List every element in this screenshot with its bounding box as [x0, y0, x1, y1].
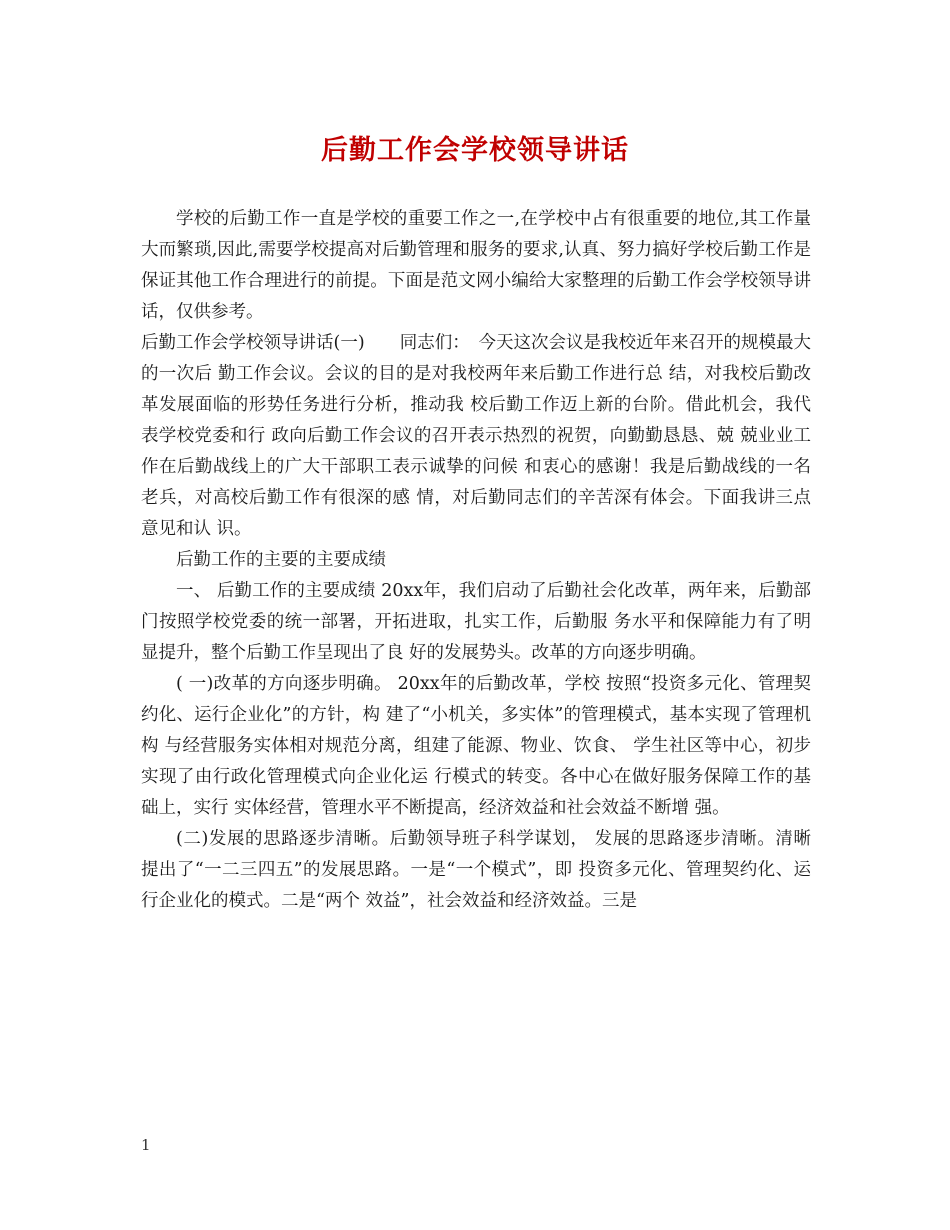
- paragraph-achievements: 一、 后勤工作的主要成绩 20xx年，我们启动了后勤社会化改革，两年来，后勤部 门按照学校党委的统一部署，开拓进取，扎实工作，后勤服 务水平和保障能力有了明显提升，整个后勤工作呈现出了良 好的发展势头。改革的方向逐步明确。: [141, 581, 811, 663]
- paragraph-intro: 学校的后勤工作一直是学校的重要工作之一,在学校中占有很重要的地位,其工作量大而繁琐,因此,需要学校提高对后勤管理和服务的要求,认真、努力搞好学校后勤工作是保证其他工作合理进行的前提。下面是范文网小编给大家整理的后勤工作会学校领导讲话，仅供参考。: [141, 209, 811, 322]
- document-title: 后勤工作会学校领导讲话: [321, 135, 629, 166]
- page-number: 1: [141, 1136, 151, 1154]
- paragraph-section-heading: 后勤工作的主要的主要成绩: [176, 550, 386, 570]
- paragraph-reform-direction: ( 一)改革的方向逐步明确。 20xx年的后勤改革，学校 按照“投资多元化、管理契约化、运行企业化”的方针，构 建了“小机关，多实体”的管理模式，基本实现了管理机构 与经营服务实体相对规范分离，组建了能源、物业、饮食、 学生社区等中心，初步实现了由行政化管理模式向企业化运 行模式的转变。各中心在做好服务保障工作的基础上，实行 实体经营，管理水平不断提高，经济效益和社会效益不断增 强。: [141, 674, 811, 818]
- paragraph-development-ideas: (二)发展的思路逐步清晰。后勤领导班子科学谋划， 发展的思路逐步清晰。清晰 提出了“一二三四五”的发展思路。一是“一个模式”，即 投资多元化、管理契约化、运行企业化的模式。二是“两个 效益”，社会效益和经济效益。三是: [141, 829, 811, 911]
- document-body: [141, 204, 811, 917]
- paragraph-speech-opening: 后勤工作会学校领导讲话(一) 同志们： 今天这次会议是我校近年来召开的规模最大的一次后 勤工作会议。会议的目的是对我校两年来后勤工作进行总 结，对我校后勤改革发展面临的形势任务进行分析，推动我 校后勤工作迈上新的台阶。借此机会，我代表学校党委和行 政向后勤工作会议的召开表示热烈的祝贺，向勤勤恳恳、兢 兢业业工作在后勤战线上的广大干部职工表示诚挚的问候 和衷心的感谢！我是后勤战线的一名老兵，对高校后勤工作有很深的感 情，对后勤同志们的辛苦深有体会。下面我讲三点意见和认 识。: [141, 333, 811, 539]
